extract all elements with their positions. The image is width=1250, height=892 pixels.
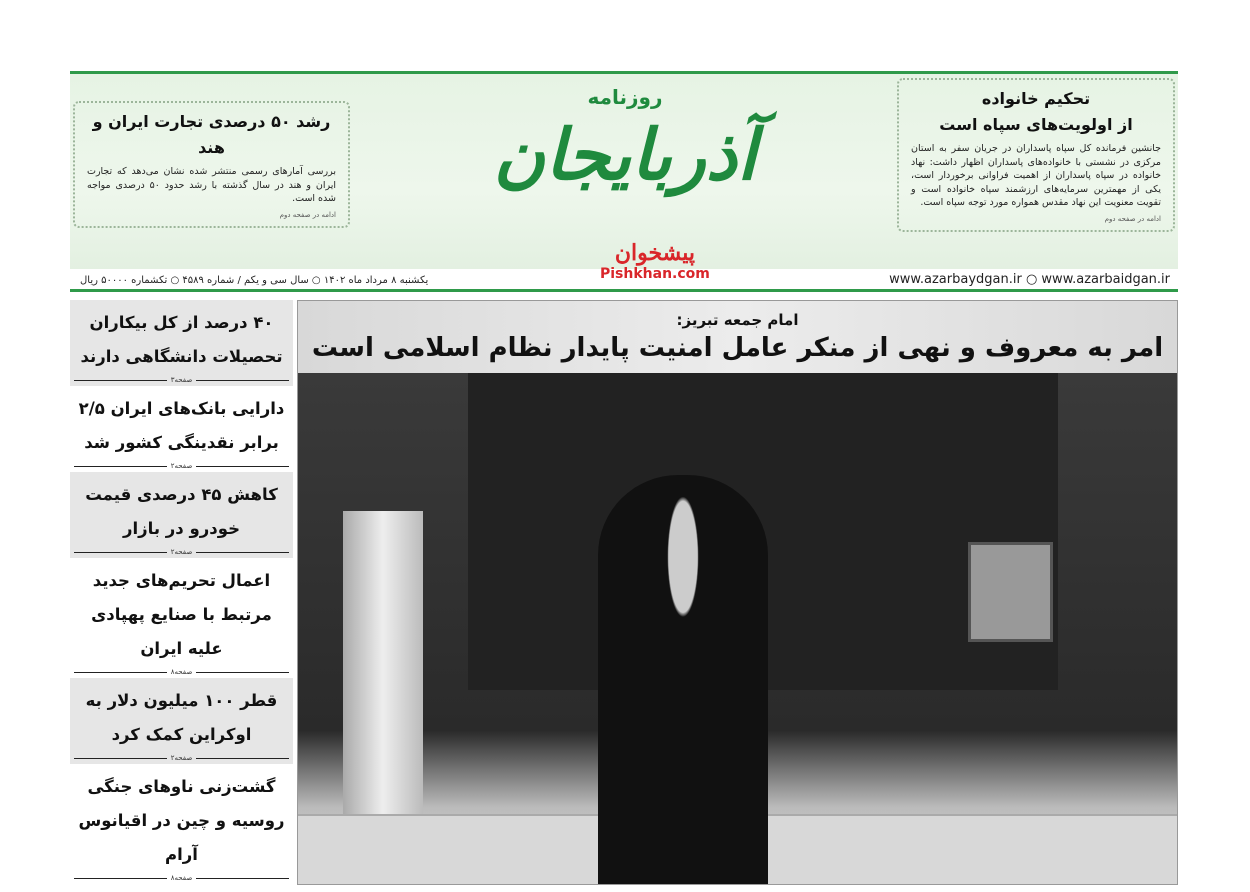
page-ref: صفحه۲ [74, 754, 289, 762]
photo-flag [343, 511, 423, 818]
page-ref: صفحه۳ [74, 376, 289, 384]
news-title: گشت‌زنی ناوهای جنگی روسیه و چین در اقیانوس آرام [78, 777, 285, 864]
photo-speaker [598, 475, 768, 884]
news-item[interactable] [70, 558, 293, 678]
teaser-title-1: تحکیم خانواده [981, 89, 1091, 108]
page-ref: صفحه۲ [74, 462, 289, 470]
teaser-title: رشد ۵۰ درصدی تجارت ایران و هند [92, 112, 331, 157]
lead-headline-band [298, 301, 1177, 373]
news-title: اعمال تحریم‌های جدید مرتبط با صنایع پهپادی علیه ایران [91, 571, 272, 658]
headline-column [70, 300, 293, 884]
dateline: یکشنبه ۸ مرداد ماه ۱۴۰۲ ○ سال سی و یکم / شماره ۴۵۸۹ ○ تکشماره ۵۰۰۰۰ ریال [80, 275, 429, 286]
news-title: قطر ۱۰۰ میلیون دلار به اوکراین کمک کرد [85, 691, 278, 744]
page-ref: صفحه۸ [74, 668, 289, 676]
news-item[interactable] [70, 472, 293, 558]
newspaper-logo [370, 74, 880, 264]
teaser-body: بررسی آمارهای رسمی منتشر شده نشان می‌دهد که تجارت ایران و هند در سال گذشته با رشد حدود ۵۰ درصدی مواجه شده است. [87, 166, 336, 204]
news-title: دارایی بانک‌های ایران ۲/۵ برابر نقدینگی کشور شد [78, 399, 285, 452]
teaser-title-2: از اولویت‌های سپاه است [939, 115, 1133, 134]
websites[interactable]: www.azarbaydgan.ir ○ www.azarbaidgan.ir [889, 272, 1170, 287]
photo-portrait-frame [968, 542, 1053, 642]
page-ref: صفحه۸ [74, 874, 289, 882]
news-item[interactable] [70, 300, 293, 386]
lead-photo [298, 373, 1177, 884]
watermark-en: Pishkhan.com [600, 266, 710, 283]
continued-note: ادامه در صفحه دوم [279, 210, 336, 219]
watermark-fa: پیشخوان [614, 240, 696, 266]
news-item[interactable] [70, 386, 293, 472]
lead-story[interactable] [297, 300, 1178, 885]
logo-subtitle: روزنامه [587, 85, 663, 109]
news-item[interactable] [70, 678, 293, 764]
continued-note: ادامه در صفحه دوم [1104, 214, 1161, 223]
news-title: کاهش ۴۵ درصدی قیمت خودرو در بازار [85, 485, 278, 538]
logo-text: آذربایجان [493, 113, 757, 196]
news-item[interactable] [70, 764, 293, 884]
lead-kicker: امام جمعه تبریز: [676, 311, 799, 329]
news-title: ۴۰ درصد از کل بیکاران تحصیلات دانشگاهی دارند [80, 313, 283, 366]
teaser-box-right[interactable] [897, 78, 1175, 232]
teaser-body: جانشین فرمانده کل سپاه پاسداران در جریان سفر به استان مرکزی در نشستی با خانواده‌های پاسداران اظهار داشت: نهاد خانواده در سپاه پاسداران از اهمیت فراوانی برخوردار است، یکی از مهمترین سرمایه‌های ارزشمند سپاه خانواده است و تقویت معنویت این نهاد مقدس همواره مورد توجه سپاه است. [911, 143, 1161, 208]
pishkhan-watermark [600, 240, 710, 283]
lead-title: امر به معروف و نهی از منکر عامل امنیت پایدار نظام اسلامی است [311, 333, 1164, 363]
page-ref: صفحه۲ [74, 548, 289, 556]
teaser-box-left[interactable] [73, 101, 350, 228]
